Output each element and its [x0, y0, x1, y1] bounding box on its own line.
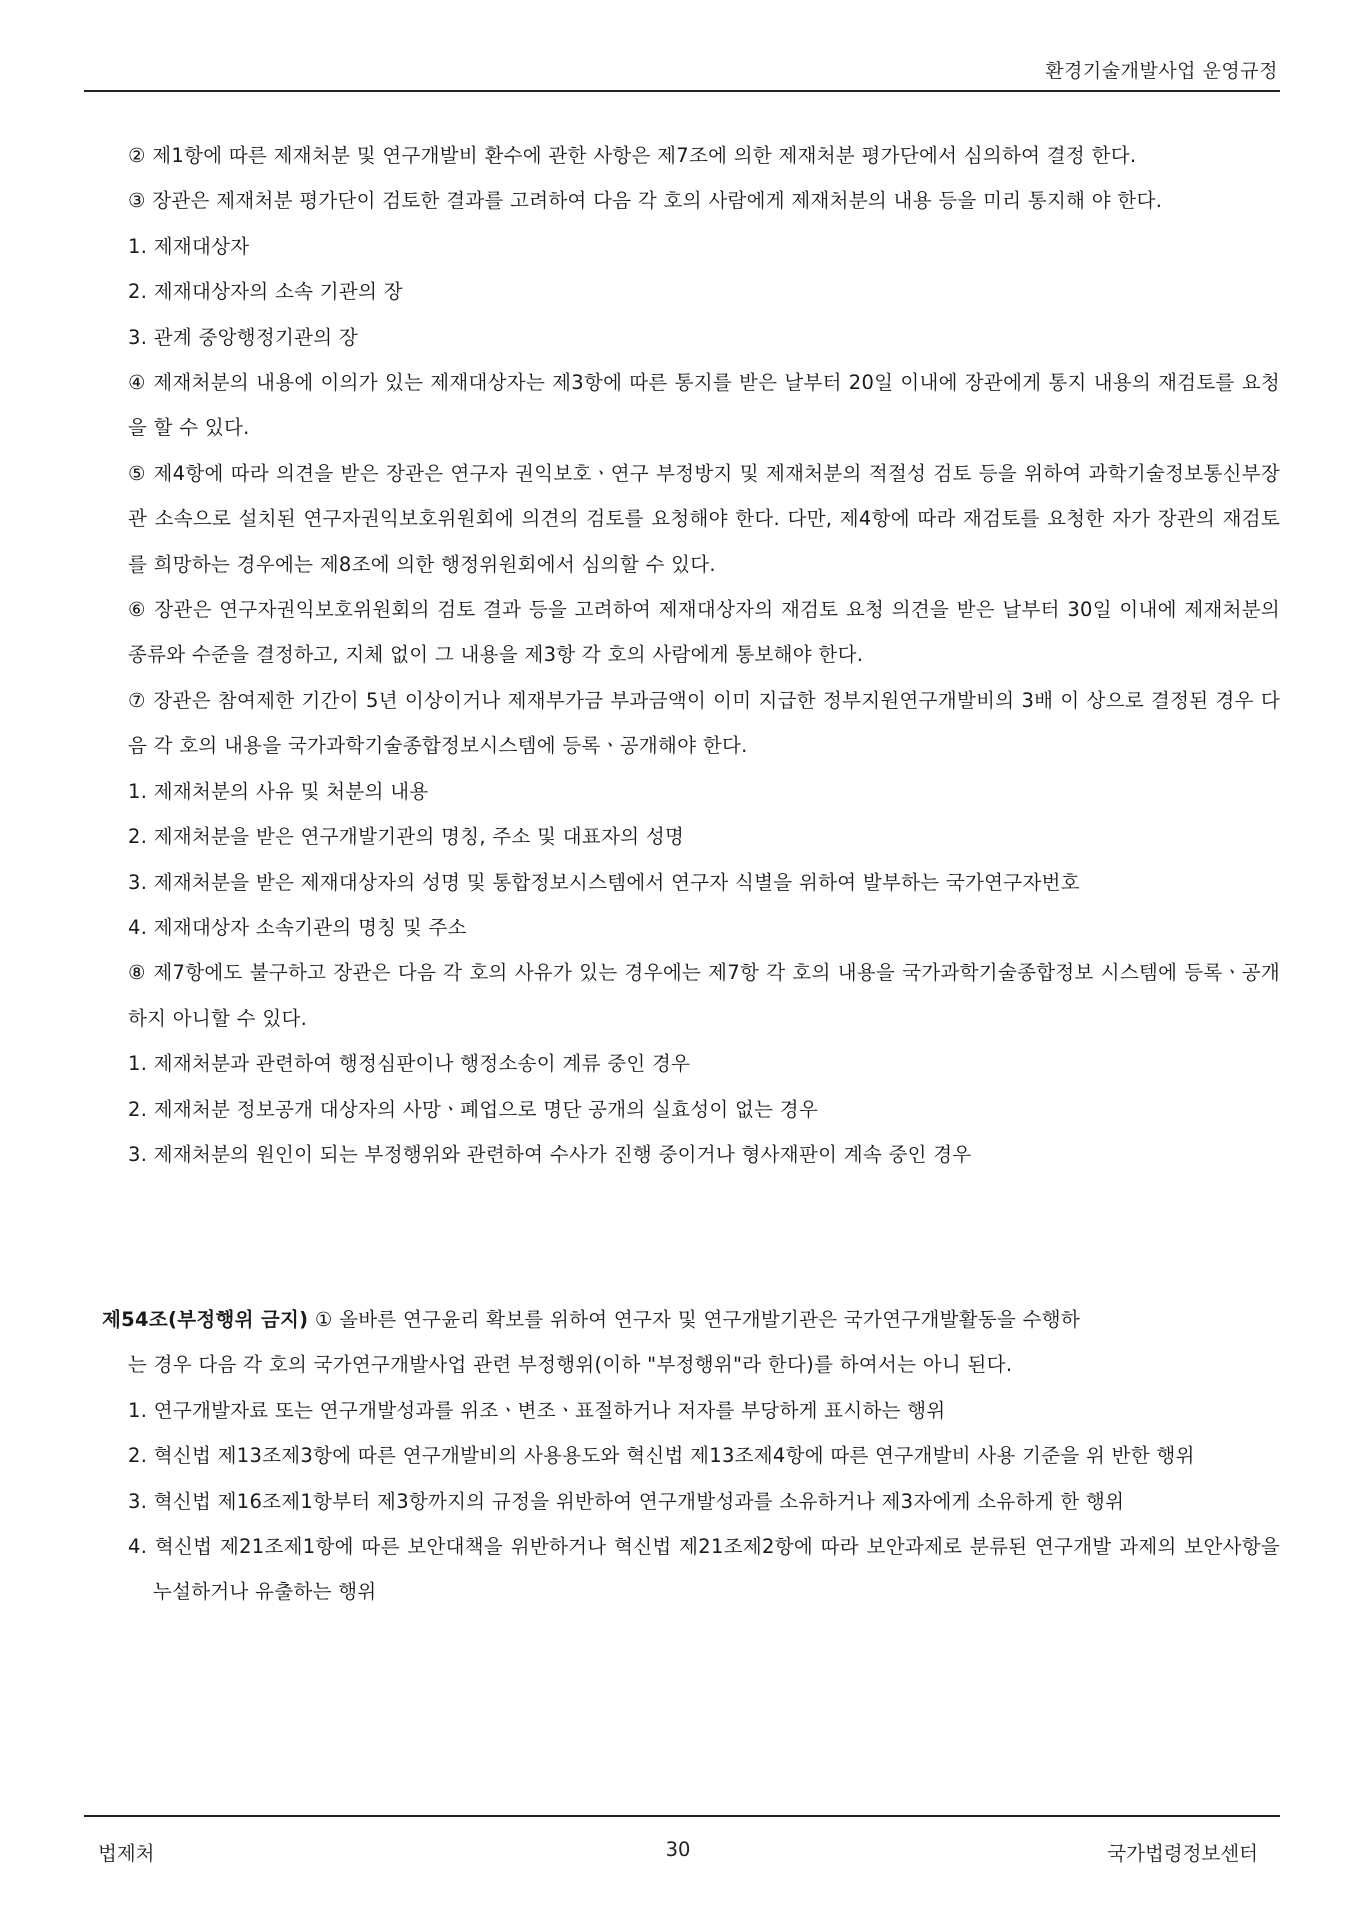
article-54-continuation: 는 경우 다음 각 호의 국가연구개발사업 관련 부정행위(이하 "부정행위"라 한다)를 하여서는 아니 된다.: [128, 1353, 1013, 1377]
paragraph-2: ② 제1항에 따른 제재처분 및 연구개발비 환수에 관한 사항은 제7조에 의한 제재처분 평가단에서 심의하여 결정 한다.: [128, 144, 1137, 167]
list-item: 4. 제재대상자 소속기관의 명칭 및 주소: [128, 915, 467, 939]
paragraph-6: ⑥ 장관은 연구자권익보호위원회의 검토 결과 등을 고려하여 제재대상자의 재검토 요청 의견을 받은 날부터 30일 이내에 제재처분의 종류와 수준을 결정하고, 지체 없이 그 내용을 제3항 각 호의 사람에게 통보해야 한다.: [128, 598, 1280, 667]
header-divider: [84, 90, 1280, 92]
list-item: 3. 관계 중앙행정기관의 장: [128, 325, 359, 349]
paragraph-5: ⑤ 제4항에 따라 의견을 받은 장관은 연구자 권익보호ㆍ연구 부정방지 및 제재처분의 적절성 검토 등을 위하여 과학기술정보통신부장관 소속으로 설치된 연구자권익보호위원회에 의견의 검토를 요청해야 한다. 다만, 제4항에 따라 재검토를 요청한 자가 장관의 재검토를 희망하는 경우에는 제8조에 의한 행정위원회에서 심의할 수 있다.: [128, 461, 1280, 576]
document-body: [128, 133, 1280, 1177]
list-item: 1. 연구개발자료 또는 연구개발성과를 위조ㆍ변조ㆍ표절하거나 저자를 부당하게 표시하는 행위: [128, 1398, 946, 1422]
list-item: 2. 제재처분 정보공개 대상자의 사망ㆍ폐업으로 명단 공개의 실효성이 없는 경우: [128, 1097, 819, 1121]
article-54-first-line: [102, 1297, 1280, 1342]
list-item: 3. 제재처분을 받은 제재대상자의 성명 및 통합정보시스템에서 연구자 식별을 위하여 발부하는 국가연구자번호: [128, 870, 1080, 894]
list-item: 1. 제재처분의 사유 및 처분의 내용: [128, 779, 429, 803]
list-item: 2. 제재대상자의 소속 기관의 장: [128, 280, 403, 304]
list-item: 1. 제재처분과 관련하여 행정심판이나 행정소송이 계류 중인 경우: [128, 1052, 691, 1076]
footer-source: 법제처: [98, 1842, 155, 1865]
article-54-clause-1: ① 올바른 연구윤리 확보를 위하여 연구자 및 연구개발기관은 국가연구개발활동을 수행하: [308, 1308, 1081, 1331]
footer-divider: [84, 1815, 1280, 1817]
paragraph-3: ③ 장관은 제재처분 평가단이 검토한 결과를 고려하여 다음 각 호의 사람에게 제재처분의 내용 등을 미리 통지해 야 한다.: [128, 189, 1163, 213]
list-item: 2. 혁신법 제13조제3항에 따른 연구개발비의 사용용도와 혁신법 제13조제4항에 따른 연구개발비 사용 기준을 위 반한 행위: [128, 1444, 1195, 1468]
list-item: 3. 제재처분의 원인이 되는 부정행위와 관련하여 수사가 진행 중이거나 형사재판이 계속 중인 경우: [128, 1142, 972, 1166]
article-title: 제54조(부정행위 금지): [102, 1308, 309, 1331]
footer-publisher: 국가법령정보센터: [1107, 1842, 1258, 1865]
article-54: [102, 1297, 1280, 1615]
page-header-title: 환경기술개발사업 운영규정: [1045, 60, 1278, 82]
list-item: 4. 혁신법 제21조제1항에 따른 보안대책을 위반하거나 혁신법 제21조제2항에 따라 보안과제로 분류된 연구개발 과제의 보안사항을 누설하거나 유출하는 행위: [128, 1535, 1280, 1604]
paragraph-8: ⑧ 제7항에도 불구하고 장관은 다음 각 호의 사유가 있는 경우에는 제7항 각 호의 내용을 국가과학기술종합정보 시스템에 등록ㆍ공개하지 아니할 수 있다.: [128, 961, 1280, 1030]
paragraph-7: ⑦ 장관은 참여제한 기간이 5년 이상이거나 제재부가금 부과금액이 이미 지급한 정부지원연구개발비의 3배 이 상으로 결정된 경우 다음 각 호의 내용을 국가과학기술종합정보시스템에 등록ㆍ공개해야 한다.: [128, 688, 1280, 758]
paragraph-4: ④ 제재처분의 내용에 이의가 있는 제재대상자는 제3항에 따른 통지를 받은 날부터 20일 이내에 장관에게 통지 내용의 재검토를 요청을 할 수 있다.: [128, 371, 1280, 440]
page-number: 30: [665, 1838, 691, 1861]
list-item: 1. 제재대상자: [128, 234, 250, 258]
list-item: 2. 제재처분을 받은 연구개발기관의 명칭, 주소 및 대표자의 성명: [128, 825, 685, 849]
list-item: 3. 혁신법 제16조제1항부터 제3항까지의 규정을 위반하여 연구개발성과를 소유하거나 제3자에게 소유하게 한 행위: [128, 1489, 1125, 1513]
